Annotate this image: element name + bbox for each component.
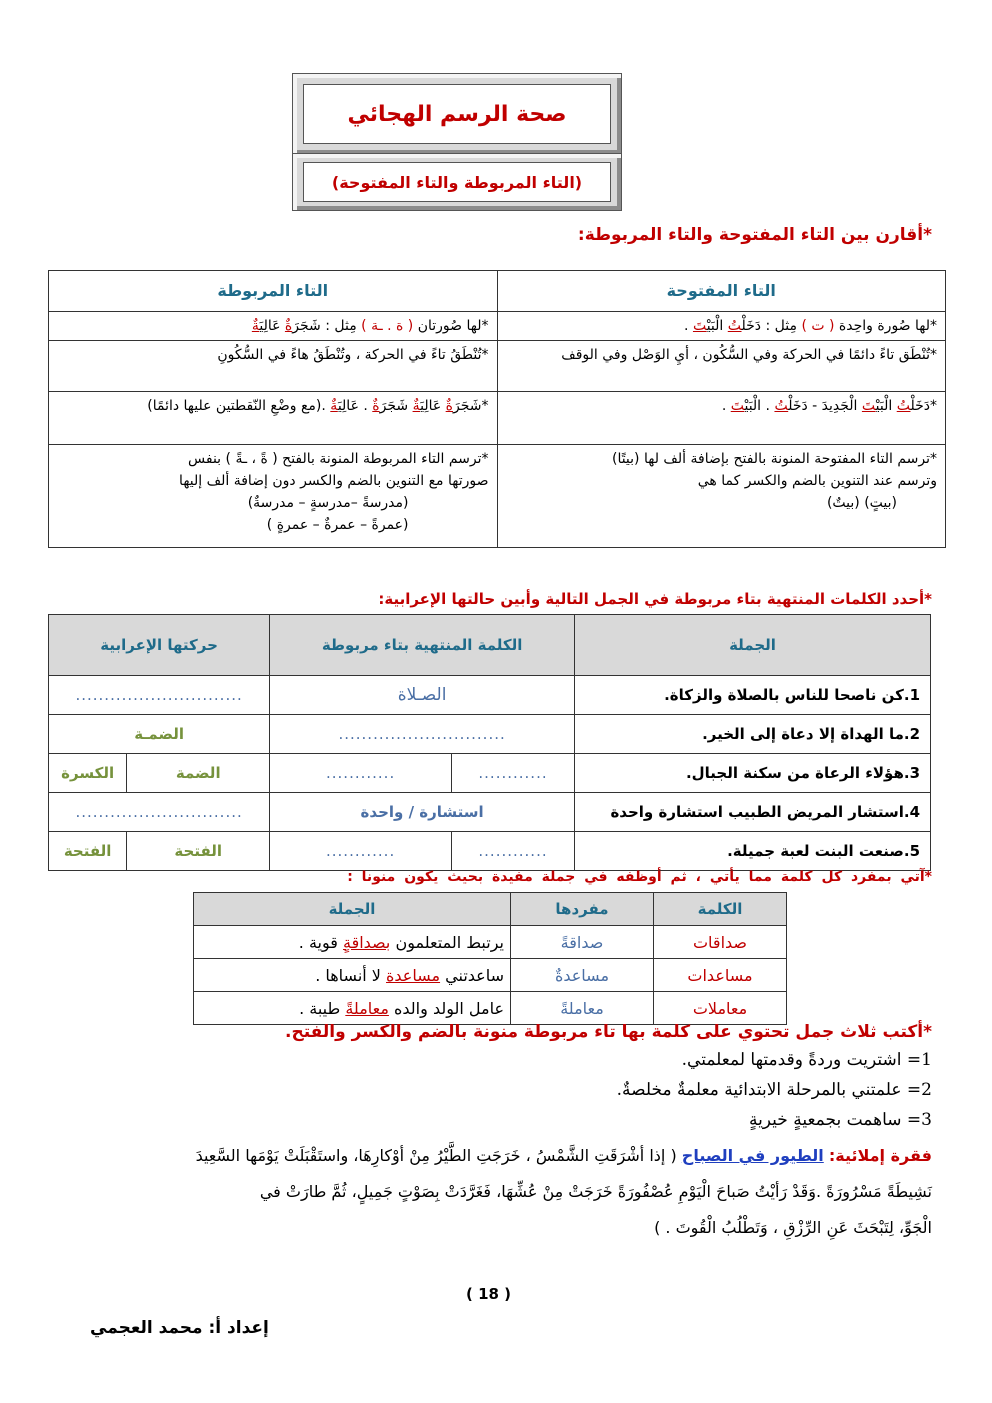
table-row: 3.هؤلاء الرعاة من سكنة الجبال. ............ ............ الضمة الكسرة bbox=[49, 754, 931, 793]
singular-table bbox=[193, 892, 787, 1025]
page-subtitle: (التاء المربوطة والتاء المفتوحة) bbox=[331, 172, 583, 192]
table-row bbox=[49, 312, 946, 341]
answer-line-2: 2= علمتني بالمرحلة الابتدائية معلمةٌ مخلصةٌ. bbox=[616, 1080, 932, 1100]
table-row bbox=[49, 445, 946, 548]
col-singular-header: مفردها bbox=[511, 893, 654, 926]
cell-tied: *ترسم التاء المربوطة المنونة بالفتح ( ةً ، ـةً ) بنفس صورتها مع التنوين بالضم والكسر دون إضافة ألف إليها (مدرسةً –مدرسةٍ – مدرسةٌ) (عمرةً – عمرةٌ – عمرةٍ ) bbox=[49, 445, 498, 548]
page-title: صحة الرسم الهجائي bbox=[347, 101, 567, 127]
cell-tied: *شَجَرَةٌ عَالِيَةٌ شَجَرَةٌ . عَالِيَةٌ .(مع وضْعِ النّقطتين عليها دائمًا) bbox=[49, 392, 498, 445]
col-tied-header: التاء المربوطة bbox=[49, 271, 498, 312]
title-box bbox=[303, 84, 611, 144]
section3-heading: *آتي بمفرد كل كلمة مما يأتي ، ثم أوظفه في جملة مفيدة بحيث يكون منونا : bbox=[347, 869, 932, 885]
section2-heading: *أحدد الكلمات المنتهية بتاء مربوطة في الجمل التالية وأبين حالتها الإعرابية: bbox=[378, 590, 932, 608]
dictation-paragraph: فقرة إملائية: الطيور في الصباح ( إذا أشْرَقَتِ الشَّمْسُ ، خَرَجَتِ الطَّيْرُ مِنْ أوْكارِهَا، واستَقْبَلَتْ يَوْمَها السَّعِيدَ نَشِيطَةً مَسْرُورَةً .وَقَدْ رَأيْتُ صَباحَ الْيَوْمِ عُصْفُورَةً خَرَجَتْ مِنْ عُشِّهَا، فَغَرَّدَتْ بِصَوْتٍ جَمِيلٍ، ثُمَّ طارَتْ في الْجَوِّ، لِتَبْحَثَ عَنِ الرِّزْقِ ، وَتَطْلُبُ الْقُوتَ . ) bbox=[195, 1146, 932, 1237]
table-row: 2.ما الهداة إلا دعاة إلى الخير. ............................. الضمـة bbox=[49, 715, 931, 754]
title-frame bbox=[292, 73, 622, 155]
cell-open: *دَخَلْتُ الْبَيْتَ الْجَدِيدَ - دَخَلْتُ . الْبَيْتَ . bbox=[497, 392, 946, 445]
cell-tied: *لها صُورتان ( ة . ـة ) مِثل : شَجَرَةٌ عَالِيَةٌ bbox=[49, 312, 498, 341]
col-case-header: حركتها الإعرابية bbox=[49, 615, 270, 676]
cell-open: *ترسم التاء المفتوحة المنونة بالفتح بإضافة ألف لها (بيتًا) وترسم عند التنوين بالضم والكسر كما هي (بيتٍ) (بيتٌ) bbox=[497, 445, 946, 548]
table-row bbox=[49, 341, 946, 392]
cell-tied: *تُنْطَقُ تاءً في الحركة ، وتُنْطَقُ هاءً في السُّكُونِ bbox=[49, 341, 498, 392]
table-row: 1.كن ناصحا للناس بالصلاة والزكاة. الصـلاة ............................. bbox=[49, 676, 931, 715]
table-row: صداقات صداقةً يرتبط المتعلمون بصداقةٍ قوية . bbox=[194, 926, 787, 959]
col-open-header: التاء المفتوحة bbox=[497, 271, 946, 312]
cell-open: *لها صُورة واحِدة ( ت ) مِثل : دَخَلْتُ الْبَيْتَ . bbox=[497, 312, 946, 341]
subtitle-frame bbox=[292, 153, 622, 211]
dictation-title: الطيور في الصباح bbox=[681, 1146, 824, 1165]
col-word-header: الكلمة bbox=[654, 893, 787, 926]
cell-open: *تُنْطَق تاءً دائمًا في الحركة وفي السُّكُون ، أيِ الوَصْل وفي الوقف bbox=[497, 341, 946, 392]
section1-heading: *أقارن بين التاء المفتوحة والتاء المربوطة: bbox=[577, 225, 932, 245]
analysis-table bbox=[48, 614, 931, 871]
comparison-table bbox=[48, 270, 946, 548]
section4-heading: *أكتب ثلاث جمل تحتوي على كلمة بها تاء مربوطة منونة بالضم والكسر والفتح. bbox=[284, 1022, 932, 1042]
answer-line-3: 3= ساهمت بجمعيةٍ خيريةٍ bbox=[748, 1110, 932, 1130]
subtitle-box bbox=[303, 162, 611, 202]
col-sentence-header: الجملة bbox=[194, 893, 511, 926]
col-sentence-header: الجملة bbox=[575, 615, 931, 676]
col-word-header: الكلمة المنتهية بتاء مربوطة bbox=[270, 615, 575, 676]
table-row: مساعدات مساعدةٌ ساعدتني مساعدة لا أنساها . bbox=[194, 959, 787, 992]
dictation-label: فقرة إملائية: bbox=[828, 1146, 932, 1165]
table-row: 5.صنعت البنت لعبة جميلة. ............ ............ الفتحة الفتحة bbox=[49, 832, 931, 871]
author-credit: إعداد أ: محمد العجمي bbox=[90, 1318, 269, 1338]
table-row: معاملات معاملةً عامل الولد والده معاملةً طيبة . bbox=[194, 992, 787, 1025]
table-row bbox=[49, 392, 946, 445]
answer-line-1: 1= اشتريت وردةً وقدمتها لمعلمتي. bbox=[681, 1050, 932, 1070]
table-row: 4.استشار المريض الطبيب استشارة واحدة استشارة / واحدة ............................. bbox=[49, 793, 931, 832]
page-number: ( 18 ) bbox=[466, 1285, 512, 1303]
